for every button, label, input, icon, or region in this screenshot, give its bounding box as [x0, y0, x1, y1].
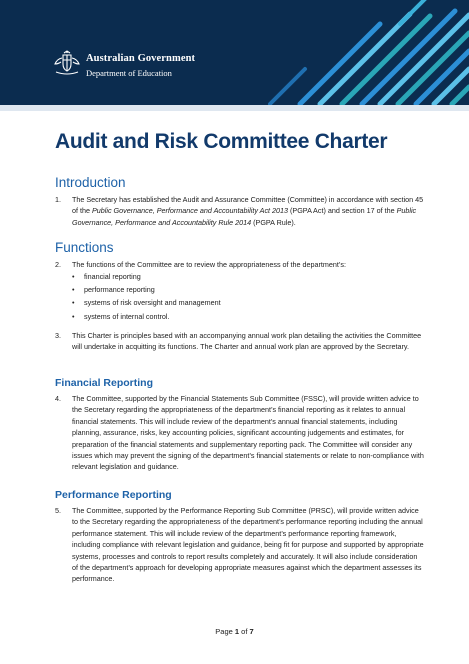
paragraph-number: 1.	[55, 195, 61, 204]
paragraph-text: This Charter is principles based with an accompanying annual work plan detailing the activities the Committee will undertake in acquitting its functions. The Charter and annual work plan are approved by the Secretary.	[72, 331, 422, 352]
heading-functions: Functions	[55, 240, 114, 255]
page-label: Page	[215, 627, 235, 636]
paragraph-text: The Committee, supported by the Financial Statements Sub Committee (FSSC), will provide written advice to the Secretary regarding the appropriateness of the department’s financial reporting as it relates to annual financial statements. This will include review of the department’s annual financial statements, including planning, assurance, risks, key accounting policies, significant accounting judgements and estimates, for preparation of the financial statements and supplementary reporting pack. The Committee will consider any issues which may prevent the signing of the department’s financial statements or relate to non-compliance with relevant legislation and guidance.	[72, 394, 424, 472]
list-item: • systems of internal control.	[72, 310, 221, 323]
text-run: The Secretary has established the Audit and Assurance Committee (Committee) in accordance with section 45 of the	[72, 195, 424, 216]
rule-title: Public Governance, Performance and Accountability Rule 2014	[72, 206, 417, 227]
list-item: • performance reporting	[72, 283, 221, 296]
paragraph-text	[72, 194, 425, 228]
page-footer	[0, 627, 469, 636]
heading-financial-reporting: Financial Reporting	[55, 377, 154, 389]
list-item: • financial reporting	[72, 270, 221, 283]
act-title: Public Governance, Performance and Accountability Act 2013	[91, 206, 289, 216]
paragraph-text: The functions of the Committee are to review the appropriateness of the department’s:	[72, 260, 346, 269]
government-name: Australian Government	[86, 53, 196, 64]
text-run: (PGPA Rule).	[251, 217, 296, 227]
paragraph-number: 4.	[55, 394, 61, 403]
heading-introduction: Introduction	[55, 175, 126, 190]
heading-performance-reporting: Performance Reporting	[55, 489, 172, 501]
functions-list	[72, 270, 221, 323]
paragraph-1	[55, 194, 425, 228]
page-of-label: of	[239, 627, 250, 636]
text-run: (PGPA Act) and section 17 of the	[288, 206, 397, 216]
paragraph-number: 2.	[55, 260, 61, 269]
page-total: 7	[249, 627, 254, 636]
paragraph-5	[55, 505, 425, 585]
paragraph-3	[55, 330, 425, 353]
paragraph-text: The Committee, supported by the Performance Reporting Sub Committee (PRSC), will provide written advice to the Secretary regarding the appropriateness of the department’s performance reporting including the annual performance statement. This will include review of the department’s performance reporting framework, including compliance with relevant legislation and guidance, being fit for purpose and supported by appropriate systems, processes and controls to report results completely and accurately. It will also include consideration of the department’s approach for developing appropriate measures against which the department assesses its performance.	[72, 506, 424, 584]
list-item: • systems of risk oversight and management	[72, 296, 221, 309]
paragraph-number: 3.	[55, 331, 61, 340]
paragraph-2	[55, 259, 425, 270]
page-number: 1	[234, 627, 240, 636]
department-name: Department of Education	[86, 68, 172, 78]
paragraph-number: 5.	[55, 506, 61, 515]
paragraph-4	[55, 393, 425, 473]
document-title: Audit and Risk Committee Charter	[55, 130, 388, 153]
